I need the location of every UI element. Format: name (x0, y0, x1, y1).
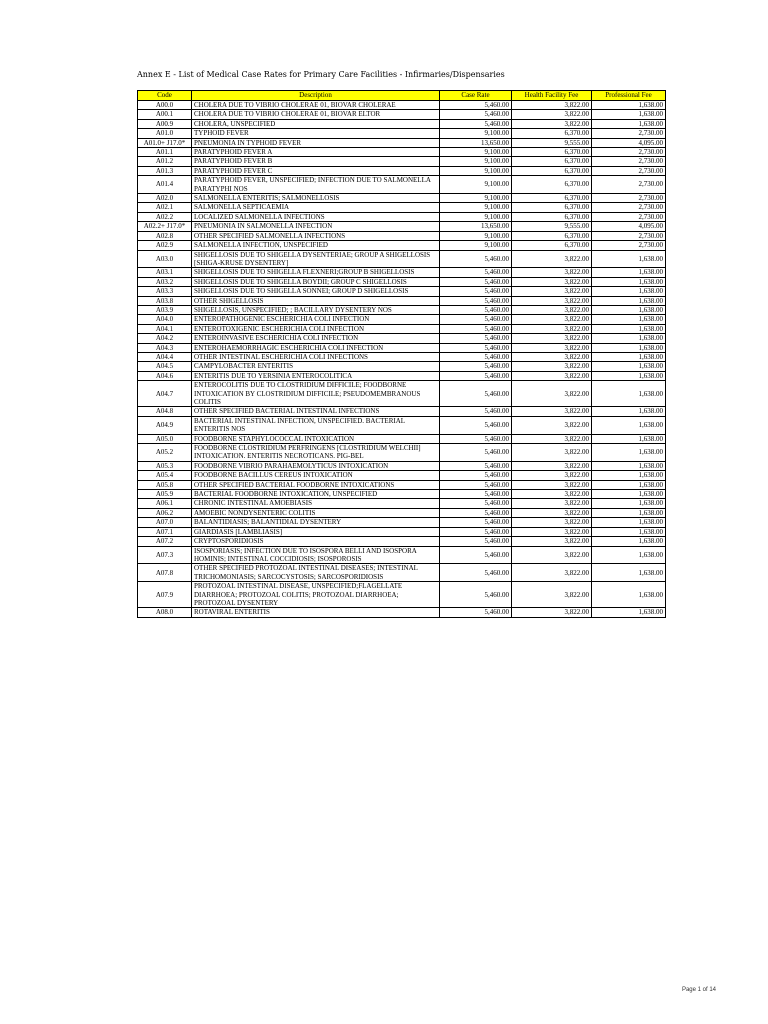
cell-case-rate: 13,650.00 (440, 222, 512, 231)
table-row (138, 537, 666, 546)
table-row (138, 444, 666, 462)
cell-professional-fee: 1,638.00 (592, 537, 666, 546)
cell-code: A04.0 (138, 315, 192, 324)
cell-professional-fee: 1,638.00 (592, 334, 666, 343)
table-row (138, 296, 666, 305)
cell-case-rate: 5,460.00 (440, 343, 512, 352)
table-row (138, 518, 666, 527)
cell-health-facility-fee: 3,822.00 (512, 416, 592, 434)
cell-health-facility-fee: 3,822.00 (512, 407, 592, 416)
cell-case-rate: 5,460.00 (440, 461, 512, 470)
cell-description: FOODBORNE CLOSTRIDIUM PERFRINGENS [CLOSTRIDIUM WELCHII] INTOXICATION. ENTERITIS NECROTICANS. PIG-BEL (192, 444, 440, 462)
cell-case-rate: 5,460.00 (440, 407, 512, 416)
cell-description: BACTERIAL INTESTINAL INFECTION, UNSPECIFIED. BACTERIAL ENTERITIS NOS (192, 416, 440, 434)
cell-description: SALMONELLA SEPTICAEMIA (192, 203, 440, 212)
cell-description: CHOLERA, UNSPECIFIED (192, 119, 440, 128)
table-row (138, 287, 666, 296)
cell-case-rate: 5,460.00 (440, 490, 512, 499)
cell-case-rate: 5,460.00 (440, 324, 512, 333)
cell-professional-fee: 1,638.00 (592, 110, 666, 119)
table-row (138, 268, 666, 277)
cell-health-facility-fee: 3,822.00 (512, 324, 592, 333)
cell-description: CHOLERA DUE TO VIBRIO CHOLERAE 01, BIOVAR ELTOR (192, 110, 440, 119)
cell-case-rate: 9,100.00 (440, 166, 512, 175)
cell-health-facility-fee: 3,822.00 (512, 305, 592, 314)
cell-description: CHRONIC INTESTINAL AMOEBIASIS (192, 499, 440, 508)
table-row (138, 490, 666, 499)
cell-code: A04.5 (138, 362, 192, 371)
cell-code: A04.6 (138, 371, 192, 380)
cell-code: A03.3 (138, 287, 192, 296)
cell-description: OTHER SPECIFIED SALMONELLA INFECTIONS (192, 231, 440, 240)
cell-professional-fee: 4,095.00 (592, 222, 666, 231)
case-rates-table (137, 90, 666, 618)
cell-code: A05.0 (138, 434, 192, 443)
cell-case-rate: 5,460.00 (440, 546, 512, 564)
column-header-code: Code (138, 91, 192, 101)
cell-code: A03.0 (138, 250, 192, 268)
cell-case-rate: 5,460.00 (440, 277, 512, 286)
cell-professional-fee: 1,638.00 (592, 381, 666, 407)
column-header-professional-fee: Professional Fee (592, 91, 666, 101)
cell-health-facility-fee: 3,822.00 (512, 608, 592, 617)
cell-case-rate: 9,100.00 (440, 212, 512, 221)
cell-health-facility-fee: 3,822.00 (512, 564, 592, 582)
cell-health-facility-fee: 3,822.00 (512, 444, 592, 462)
cell-case-rate: 5,460.00 (440, 296, 512, 305)
cell-health-facility-fee: 3,822.00 (512, 268, 592, 277)
table-row (138, 480, 666, 489)
cell-code: A00.0 (138, 101, 192, 110)
cell-code: A08.0 (138, 608, 192, 617)
cell-code: A04.2 (138, 334, 192, 343)
cell-health-facility-fee: 3,822.00 (512, 480, 592, 489)
cell-health-facility-fee: 3,822.00 (512, 518, 592, 527)
cell-professional-fee: 1,638.00 (592, 564, 666, 582)
cell-professional-fee: 1,638.00 (592, 362, 666, 371)
cell-description: OTHER SHIGELLOSIS (192, 296, 440, 305)
cell-case-rate: 5,460.00 (440, 499, 512, 508)
cell-description: TYPHOID FEVER (192, 129, 440, 138)
cell-case-rate: 5,460.00 (440, 444, 512, 462)
cell-code: A01.0 (138, 129, 192, 138)
cell-professional-fee: 1,638.00 (592, 287, 666, 296)
cell-professional-fee: 1,638.00 (592, 582, 666, 608)
cell-code: A05.8 (138, 480, 192, 489)
table-row (138, 416, 666, 434)
cell-code: A04.8 (138, 407, 192, 416)
cell-description: PROTOZOAL INTESTINAL DISEASE, UNSPECIFIED;FLAGELLATE DIARRHOEA; PROTOZOAL COLITIS; PROTOZOAL DIARRHOEA; PROTOZOAL DYSENTERY (192, 582, 440, 608)
cell-description: CHOLERA DUE TO VIBRIO CHOLERAE 01, BIOVAR CHOLERAE (192, 101, 440, 110)
table-row (138, 371, 666, 380)
cell-professional-fee: 1,638.00 (592, 471, 666, 480)
cell-description: PARATYPHOID FEVER B (192, 157, 440, 166)
cell-professional-fee: 1,638.00 (592, 518, 666, 527)
table-row (138, 362, 666, 371)
cell-code: A01.0+ J17.0* (138, 138, 192, 147)
table-row (138, 222, 666, 231)
cell-description: FOODBORNE VIBRIO PARAHAEMOLYTICUS INTOXICATION (192, 461, 440, 470)
cell-description: PNEUMONIA IN TYPHOID FEVER (192, 138, 440, 147)
cell-description: OTHER SPECIFIED PROTOZOAL INTESTINAL DISEASES; INTESTINAL TRICHOMONIASIS; SARCOCYSTOSIS; SARCOSPORIDIOSIS (192, 564, 440, 582)
table-row (138, 315, 666, 324)
cell-health-facility-fee: 6,370.00 (512, 157, 592, 166)
cell-case-rate: 5,460.00 (440, 119, 512, 128)
cell-description: SHIGELLOSIS DUE TO SHIGELLA FLEXNERI;GROUP B SHIGELLOSIS (192, 268, 440, 277)
cell-code: A03.9 (138, 305, 192, 314)
cell-professional-fee: 1,638.00 (592, 434, 666, 443)
cell-code: A02.0 (138, 194, 192, 203)
cell-health-facility-fee: 6,370.00 (512, 203, 592, 212)
cell-case-rate: 5,460.00 (440, 381, 512, 407)
cell-code: A03.2 (138, 277, 192, 286)
table-row (138, 352, 666, 361)
cell-case-rate: 5,460.00 (440, 480, 512, 489)
table-row (138, 461, 666, 470)
cell-professional-fee: 1,638.00 (592, 343, 666, 352)
cell-health-facility-fee: 9,555.00 (512, 222, 592, 231)
cell-health-facility-fee: 3,822.00 (512, 315, 592, 324)
cell-description: LOCALIZED SALMONELLA INFECTIONS (192, 212, 440, 221)
cell-case-rate: 5,460.00 (440, 508, 512, 517)
column-header-health-facility-fee: Health Facility Fee (512, 91, 592, 101)
cell-professional-fee: 2,730.00 (592, 241, 666, 250)
table-row (138, 582, 666, 608)
cell-professional-fee: 1,638.00 (592, 371, 666, 380)
cell-professional-fee: 1,638.00 (592, 352, 666, 361)
cell-case-rate: 5,460.00 (440, 268, 512, 277)
table-header-row (138, 91, 666, 101)
cell-professional-fee: 1,638.00 (592, 277, 666, 286)
cell-case-rate: 5,460.00 (440, 315, 512, 324)
cell-code: A05.4 (138, 471, 192, 480)
table-row (138, 250, 666, 268)
cell-description: PARATYPHOID FEVER A (192, 148, 440, 157)
cell-code: A06.1 (138, 499, 192, 508)
cell-case-rate: 5,460.00 (440, 250, 512, 268)
cell-health-facility-fee: 3,822.00 (512, 352, 592, 361)
cell-code: A07.1 (138, 527, 192, 536)
table-row (138, 381, 666, 407)
cell-code: A07.3 (138, 546, 192, 564)
cell-health-facility-fee: 6,370.00 (512, 194, 592, 203)
cell-health-facility-fee: 3,822.00 (512, 277, 592, 286)
cell-description: SHIGELLOSIS DUE TO SHIGELLA BOYDII; GROUP C SHIGELLOSIS (192, 277, 440, 286)
cell-case-rate: 5,460.00 (440, 416, 512, 434)
cell-code: A00.1 (138, 110, 192, 119)
cell-description: ISOSPORIASIS; INFECTION DUE TO ISOSPORA BELLI AND ISOSPORA HOMINIS; INTESTINAL COCCIDIOSIS; ISOSPOROSIS (192, 546, 440, 564)
cell-description: CAMPYLOBACTER ENTERITIS (192, 362, 440, 371)
cell-health-facility-fee: 3,822.00 (512, 371, 592, 380)
cell-code: A04.1 (138, 324, 192, 333)
cell-code: A00.9 (138, 119, 192, 128)
cell-case-rate: 5,460.00 (440, 101, 512, 110)
cell-description: ENTEROHAEMORRHAGIC ESCHERICHIA COLI INFECTION (192, 343, 440, 352)
table-row (138, 110, 666, 119)
table-row (138, 546, 666, 564)
cell-description: OTHER INTESTINAL ESCHERICHIA COLI INFECTIONS (192, 352, 440, 361)
cell-professional-fee: 1,638.00 (592, 608, 666, 617)
table-row (138, 138, 666, 147)
cell-health-facility-fee: 9,555.00 (512, 138, 592, 147)
table-row (138, 527, 666, 536)
cell-description: ENTEROTOXIGENIC ESCHERICHIA COLI INFECTION (192, 324, 440, 333)
cell-description: FOODBORNE BACILLUS CEREUS INTOXICATION (192, 471, 440, 480)
cell-professional-fee: 2,730.00 (592, 148, 666, 157)
table-row (138, 176, 666, 194)
cell-description: SHIGELLOSIS, UNSPECIFIED; ; BACILLARY DYSENTERY NOS (192, 305, 440, 314)
cell-case-rate: 9,100.00 (440, 241, 512, 250)
cell-code: A06.2 (138, 508, 192, 517)
cell-case-rate: 9,100.00 (440, 176, 512, 194)
table-row (138, 231, 666, 240)
cell-description: BACTERIAL FOODBORNE INTOXICATION, UNSPECIFIED (192, 490, 440, 499)
cell-description: ENTEROINVASIVE ESCHERICHIA COLI INFECTION (192, 334, 440, 343)
cell-code: A05.3 (138, 461, 192, 470)
cell-code: A03.1 (138, 268, 192, 277)
cell-description: OTHER SPECIFIED BACTERIAL INTESTINAL INFECTIONS (192, 407, 440, 416)
cell-code: A02.2 (138, 212, 192, 221)
cell-case-rate: 9,100.00 (440, 129, 512, 138)
table-row (138, 305, 666, 314)
cell-professional-fee: 1,638.00 (592, 490, 666, 499)
cell-code: A07.8 (138, 564, 192, 582)
cell-code: A04.7 (138, 381, 192, 407)
cell-health-facility-fee: 3,822.00 (512, 110, 592, 119)
cell-health-facility-fee: 3,822.00 (512, 537, 592, 546)
cell-code: A02.8 (138, 231, 192, 240)
cell-professional-fee: 1,638.00 (592, 296, 666, 305)
cell-professional-fee: 1,638.00 (592, 546, 666, 564)
table-row (138, 324, 666, 333)
table-row (138, 334, 666, 343)
cell-health-facility-fee: 6,370.00 (512, 212, 592, 221)
cell-case-rate: 5,460.00 (440, 582, 512, 608)
cell-health-facility-fee: 3,822.00 (512, 527, 592, 536)
cell-code: A03.8 (138, 296, 192, 305)
cell-health-facility-fee: 3,822.00 (512, 499, 592, 508)
cell-health-facility-fee: 3,822.00 (512, 381, 592, 407)
cell-code: A01.2 (138, 157, 192, 166)
cell-professional-fee: 1,638.00 (592, 416, 666, 434)
cell-case-rate: 5,460.00 (440, 518, 512, 527)
cell-code: A01.3 (138, 166, 192, 175)
cell-professional-fee: 2,730.00 (592, 157, 666, 166)
cell-case-rate: 13,650.00 (440, 138, 512, 147)
cell-health-facility-fee: 3,822.00 (512, 334, 592, 343)
table-row (138, 277, 666, 286)
table-body (138, 101, 666, 618)
cell-code: A02.2+ J17.0* (138, 222, 192, 231)
cell-professional-fee: 1,638.00 (592, 407, 666, 416)
cell-description: ENTEROPATHOGENIC ESCHERICHIA COLI INFECTION (192, 315, 440, 324)
cell-case-rate: 9,100.00 (440, 231, 512, 240)
table-row (138, 499, 666, 508)
cell-professional-fee: 1,638.00 (592, 461, 666, 470)
cell-professional-fee: 1,638.00 (592, 268, 666, 277)
cell-description: SHIGELLOSIS DUE TO SHIGELLA DYSENTERIAE; GROUP A SHIGELLOSIS [SHIGA-KRUSE DYSENTERY] (192, 250, 440, 268)
cell-description: SALMONELLA INFECTION, UNSPECIFIED (192, 241, 440, 250)
cell-health-facility-fee: 3,822.00 (512, 287, 592, 296)
cell-description: CRYPTOSPORIDIOSIS (192, 537, 440, 546)
cell-code: A04.4 (138, 352, 192, 361)
cell-case-rate: 5,460.00 (440, 527, 512, 536)
cell-description: SHIGELLOSIS DUE TO SHIGELLA SONNEI; GROUP D SHIGELLOSIS (192, 287, 440, 296)
cell-case-rate: 5,460.00 (440, 305, 512, 314)
cell-health-facility-fee: 3,822.00 (512, 362, 592, 371)
cell-code: A07.9 (138, 582, 192, 608)
cell-description: PARATYPHOID FEVER C (192, 166, 440, 175)
cell-health-facility-fee: 6,370.00 (512, 176, 592, 194)
cell-code: A02.1 (138, 203, 192, 212)
table-row (138, 148, 666, 157)
cell-code: A01.4 (138, 176, 192, 194)
cell-code: A04.3 (138, 343, 192, 352)
cell-description: BALANTIDIASIS; BALANTIDIAL DYSENTERY (192, 518, 440, 527)
table-row (138, 608, 666, 617)
cell-code: A01.1 (138, 148, 192, 157)
table-row (138, 203, 666, 212)
table-row (138, 129, 666, 138)
cell-description: FOODBORNE STAPHYLOCOCCAL INTOXICATION (192, 434, 440, 443)
cell-case-rate: 9,100.00 (440, 194, 512, 203)
cell-health-facility-fee: 3,822.00 (512, 582, 592, 608)
cell-description: OTHER SPECIFIED BACTERIAL FOODBORNE INTOXICATIONS (192, 480, 440, 489)
cell-professional-fee: 2,730.00 (592, 212, 666, 221)
table-row (138, 471, 666, 480)
cell-description: ROTAVIRAL ENTERITIS (192, 608, 440, 617)
cell-case-rate: 5,460.00 (440, 352, 512, 361)
table-row (138, 194, 666, 203)
cell-professional-fee: 1,638.00 (592, 305, 666, 314)
cell-health-facility-fee: 6,370.00 (512, 166, 592, 175)
cell-health-facility-fee: 3,822.00 (512, 343, 592, 352)
cell-professional-fee: 2,730.00 (592, 176, 666, 194)
cell-case-rate: 5,460.00 (440, 537, 512, 546)
cell-professional-fee: 1,638.00 (592, 250, 666, 268)
cell-code: A05.2 (138, 444, 192, 462)
cell-health-facility-fee: 3,822.00 (512, 119, 592, 128)
cell-professional-fee: 2,730.00 (592, 203, 666, 212)
cell-case-rate: 5,460.00 (440, 110, 512, 119)
cell-code: A02.9 (138, 241, 192, 250)
cell-health-facility-fee: 3,822.00 (512, 250, 592, 268)
cell-case-rate: 5,460.00 (440, 434, 512, 443)
column-header-description: Description (192, 91, 440, 101)
cell-case-rate: 5,460.00 (440, 371, 512, 380)
cell-health-facility-fee: 6,370.00 (512, 148, 592, 157)
table-row (138, 157, 666, 166)
table-row (138, 166, 666, 175)
cell-professional-fee: 1,638.00 (592, 508, 666, 517)
cell-case-rate: 9,100.00 (440, 203, 512, 212)
cell-code: A07.2 (138, 537, 192, 546)
cell-description: PNEUMONIA IN SALMONELLA INFECTION (192, 222, 440, 231)
page-number: Page 1 of 14 (681, 987, 716, 993)
cell-description: AMOEBIC NONDYSENTERIC COLITIS (192, 508, 440, 517)
cell-professional-fee: 1,638.00 (592, 480, 666, 489)
cell-professional-fee: 2,730.00 (592, 166, 666, 175)
cell-description: GIARDIASIS [LAMBLIASIS] (192, 527, 440, 536)
cell-health-facility-fee: 3,822.00 (512, 296, 592, 305)
cell-health-facility-fee: 3,822.00 (512, 471, 592, 480)
cell-case-rate: 9,100.00 (440, 157, 512, 166)
table-row (138, 343, 666, 352)
cell-professional-fee: 1,638.00 (592, 101, 666, 110)
cell-professional-fee: 1,638.00 (592, 315, 666, 324)
table-row (138, 564, 666, 582)
table-row (138, 434, 666, 443)
cell-health-facility-fee: 3,822.00 (512, 508, 592, 517)
cell-case-rate: 5,460.00 (440, 608, 512, 617)
document-title: Annex E - List of Medical Case Rates for Primary Care Facilities - Infirmaries/Dispensaries (137, 70, 505, 79)
cell-health-facility-fee: 6,370.00 (512, 241, 592, 250)
cell-health-facility-fee: 3,822.00 (512, 101, 592, 110)
cell-case-rate: 5,460.00 (440, 287, 512, 296)
cell-health-facility-fee: 6,370.00 (512, 231, 592, 240)
cell-professional-fee: 2,730.00 (592, 231, 666, 240)
cell-professional-fee: 2,730.00 (592, 129, 666, 138)
table-row (138, 101, 666, 110)
cell-professional-fee: 1,638.00 (592, 444, 666, 462)
cell-case-rate: 5,460.00 (440, 564, 512, 582)
cell-case-rate: 5,460.00 (440, 362, 512, 371)
cell-code: A04.9 (138, 416, 192, 434)
cell-case-rate: 9,100.00 (440, 148, 512, 157)
cell-health-facility-fee: 3,822.00 (512, 434, 592, 443)
cell-description: PARATYPHOID FEVER, UNSPECIFIED; INFECTION DUE TO SALMONELLA PARATYPHI NOS (192, 176, 440, 194)
cell-description: SALMONELLA ENTERITIS; SALMONELLOSIS (192, 194, 440, 203)
cell-code: A05.9 (138, 490, 192, 499)
cell-case-rate: 5,460.00 (440, 334, 512, 343)
cell-professional-fee: 1,638.00 (592, 499, 666, 508)
cell-description: ENTERITIS DUE TO YERSINIA ENTEROCOLITICA (192, 371, 440, 380)
cell-health-facility-fee: 6,370.00 (512, 129, 592, 138)
table-row (138, 212, 666, 221)
column-header-case-rate: Case Rate (440, 91, 512, 101)
table-row (138, 241, 666, 250)
cell-professional-fee: 1,638.00 (592, 119, 666, 128)
cell-description: ENTEROCOLITIS DUE TO CLOSTRIDIUM DIFFICILE; FOODBORNE INTOXICATION BY CLOSTRIDIUM DIFFICILE; PSEUDOMEMBRANOUS COLITIS (192, 381, 440, 407)
cell-professional-fee: 2,730.00 (592, 194, 666, 203)
cell-professional-fee: 1,638.00 (592, 324, 666, 333)
cell-health-facility-fee: 3,822.00 (512, 461, 592, 470)
table-row (138, 407, 666, 416)
cell-code: A07.0 (138, 518, 192, 527)
cell-case-rate: 5,460.00 (440, 471, 512, 480)
table-row (138, 508, 666, 517)
cell-health-facility-fee: 3,822.00 (512, 546, 592, 564)
cell-professional-fee: 1,638.00 (592, 527, 666, 536)
cell-professional-fee: 4,095.00 (592, 138, 666, 147)
table-row (138, 119, 666, 128)
cell-health-facility-fee: 3,822.00 (512, 490, 592, 499)
